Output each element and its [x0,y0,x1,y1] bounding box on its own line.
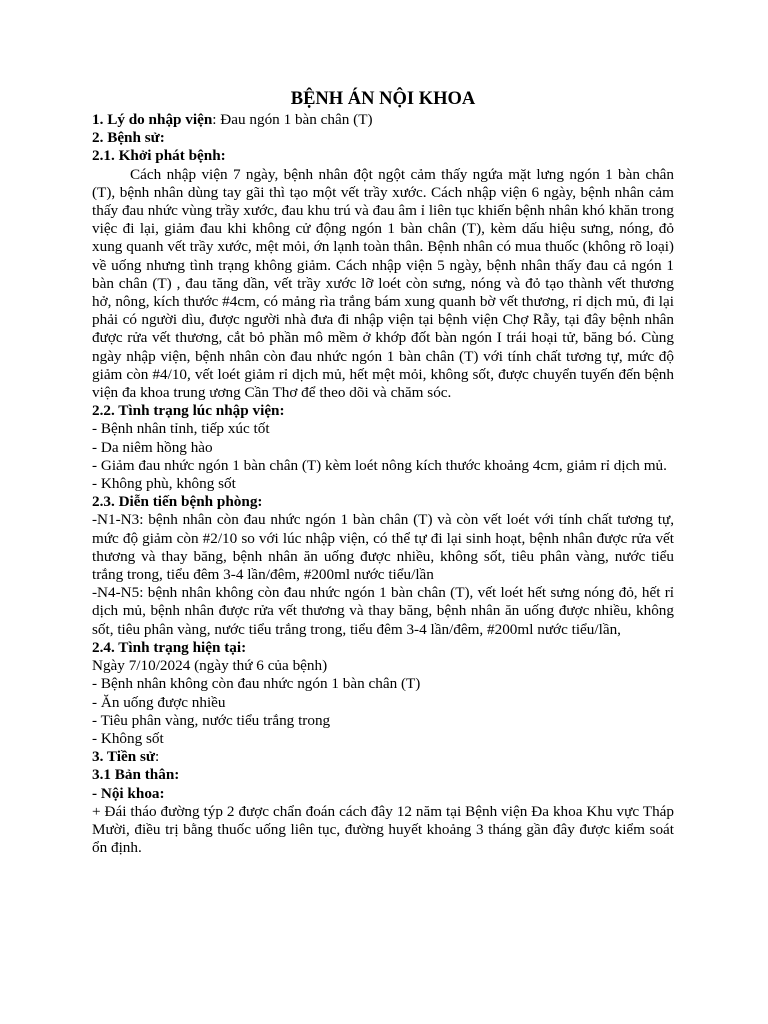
document-title: BỆNH ÁN NỘI KHOA [290,89,476,109]
admission-item: - Da niêm hồng hào [92,438,213,456]
onset-heading: 2.1. Khởi phát bệnh: [92,147,226,165]
admission-item: - Bệnh nhân tỉnh, tiếp xúc tốt [92,420,270,438]
past-heading-colon: : [155,748,160,766]
internal-paragraph: + Đái tháo đường týp 2 được chẩn đoán cách đây 12 năm tại Bệnh viện Đa khoa Khu vực Tháp Mười, điều trị bằng thuốc uống liên tục, đường huyết khoảng 3 tháng gần đây được kiểm soát ổn định. [92,802,674,857]
progress-heading: 2.3. Diễn tiến bệnh phòng: [92,493,263,511]
current-item: - Không sốt [92,729,164,747]
onset-paragraph: Cách nhập viện 7 ngày, bệnh nhân đột ngột cảm thấy ngứa mặt lưng ngón 1 bàn chân (T), bệnh nhân dùng tay gãi thì tạo một vết trầy xước. Cách nhập viện 6 ngày, bệnh nhân cảm thấy đau nhức vùng trầy xước, đau khu trú và đau âm ỉ liên tục khiến bệnh nhân khó khăn trong việc đi lại, giảm đau khi không cử động ngón 1 bàn chân (T), kèm dấu hiệu sưng, nóng, đỏ xung quanh vết trầy xước, mệt mỏi, ớn lạnh toàn thân. Bệnh nhân có mua thuốc (không rõ loại) về uống nhưng tình trạng không giảm. Cách nhập viện 5 ngày, bệnh nhân thấy đau cả ngón 1 bàn chân (T) , đau tăng dần, vết trầy xước lỡ loét còn sưng, nóng và đỏ tạo thành vết thương hở, nông, kích thước #4cm, có mảng rìa trắng bám xung quanh bờ vết thương, rỉ dịch mủ, đi lại phải có người dìu, được người nhà đưa đi nhập viện tại bệnh viện Chợ Rẫy, tại đây bệnh nhân được rửa vết thương, cắt bỏ phần mô mềm ở khớp đốt bàn ngón I trái hoại tử, băng bó. Cùng ngày nhập viện, bệnh nhân còn đau nhức ngón 1 bàn chân (T) với tính chất tương tự, mức độ giảm còn #4/10, vết loét giảm rỉ dịch mủ, hết mệt mỏi, không sốt, được chuyển tuyến đến bệnh viện đa khoa trung ương Cần Thơ để theo dõi và chăm sóc. [92,165,674,402]
admission-item: - Giảm đau nhức ngón 1 bàn chân (T) kèm loét nông kích thước khoảng 4cm, giảm rỉ dịch mủ. [92,456,667,474]
reason-label: 1. Lý do nhập viện [92,111,213,128]
current-item: Ngày 7/10/2024 (ngày thứ 6 của bệnh) [92,657,328,675]
past-heading-line [92,748,674,766]
past-heading: 3. Tiền sử [92,748,155,766]
admission-item: - Không phù, không sốt [92,475,236,493]
internal-heading: - Nội khoa: [92,784,165,802]
current-item: - Tiêu phân vàng, nước tiểu trắng trong [92,711,331,729]
progress-item: -N4-N5: bệnh nhân không còn đau nhức ngón 1 bàn chân (T), vết loét hết sưng nóng đỏ, hết rỉ dịch mủ, bệnh nhân được rửa vết thương và thay băng, bệnh nhân ăn uống được nhiều, không sốt, tiêu phân vàng, nước tiểu trắng trong, tiểu đêm 3-4 lần/đêm, #200ml nước tiểu/lần, [92,584,674,638]
current-item: - Ăn uống được nhiều [92,693,226,711]
reason-line [92,111,674,129]
admission-heading: 2.2. Tình trạng lúc nhập viện: [92,402,285,420]
self-heading: 3.1 Bản thân: [92,766,180,784]
history-heading: 2. Bệnh sử: [92,129,165,147]
reason-text: : Đau ngón 1 bàn chân (T) [212,111,373,128]
current-heading: 2.4. Tình trạng hiện tại: [92,638,247,656]
progress-item: -N1-N3: bệnh nhân còn đau nhức ngón 1 bàn chân (T) và còn vết loét với tính chất tương tự, mức độ giảm còn #2/10 so với lúc nhập viện, có thể tự đi lại sinh hoạt, bệnh nhân được rửa vết thương và thay băng, bệnh nhân ăn uống được nhiều, không sốt, tiêu phân vàng, nước tiểu trắng trong, tiểu đêm 3-4 lần/đêm, #200ml nước tiểu/lần [92,511,674,584]
current-item: - Bệnh nhân không còn đau nhức ngón 1 bàn chân (T) [92,675,421,693]
